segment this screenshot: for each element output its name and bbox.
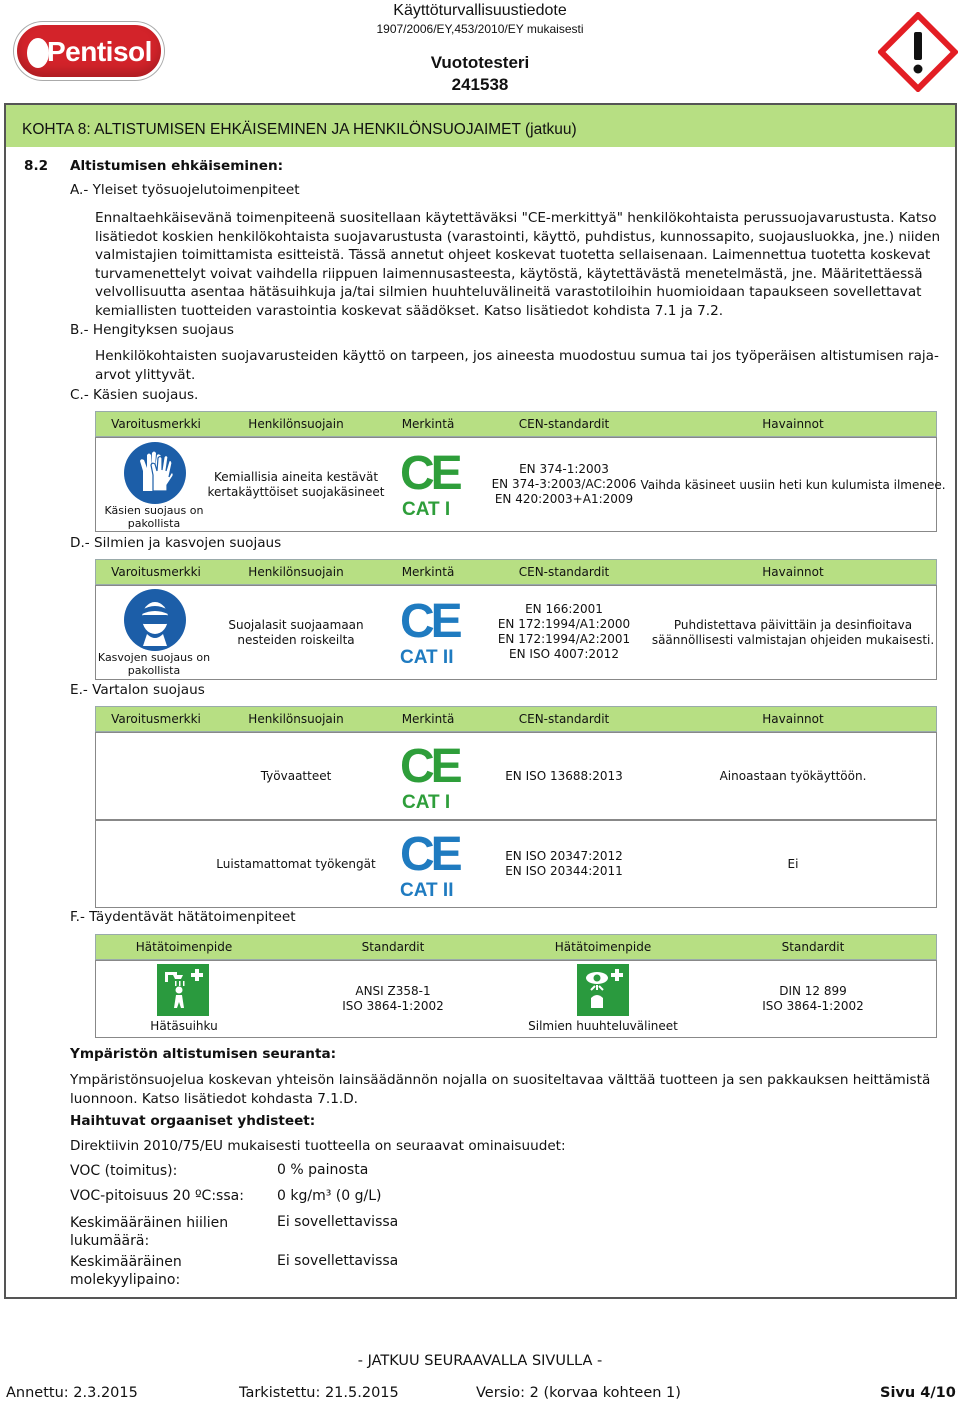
ppe-header-row-d: Varoitusmerkki Henkilönsuojain Merkintä CEN-standardit Havainnot: [95, 559, 937, 585]
a-text: Ennaltaehkäisevänä toimenpiteenä suositellaan käytettäväksi "CE-merkittyä" henkilökohtaista perussuojavarustusta. Katso lisätiedot koskien henkilökohtaista suojavarustusta (varastointi, käyttö, puhdistus, kunnossapito, suojausluokka, jne.) niiden valmistajien toimittamista esitteistä. Tässä annetut ohjeet koskevat tuotetta sellaisenaan. Laimennettua tuotetta koskevat turvamenettelyt voivat vaihdella riippuen laimennusasteesta, käytöstä, käytettävästä menetelmästä, jne. Määritettäessä velvollisuutta asentaa hätäsuihkuja ja/tai silmien huuhteluvälineitä varastotiloihin huomioidaan tapaukseen sovellettavat kemiallisten tuotteiden varastointia koskevat säädökset. Katso lisätiedot kohdista 7.1 ja 7.2.: [95, 210, 941, 319]
eyes-note: Puhdistettava päivittäin ja desinfioitava säännöllisesti valmistajan ohjeiden mukaisesti.: [651, 618, 935, 647]
e-title: E.- Vartalon suojaus: [70, 682, 205, 698]
face-shield-icon: [123, 588, 187, 652]
body2-cen: EN ISO 20347:2012 EN ISO 20344:2011: [505, 849, 623, 878]
voc-title: Haihtuvat orgaaniset yhdisteet:: [70, 1113, 316, 1129]
hands-sign-label: Käsien suojaus on pakollista: [104, 504, 204, 530]
c-title: C.- Käsien suojaus.: [70, 387, 199, 403]
voc-intro: Direktiivin 2010/75/EU mukaisesti tuotteella on seuraavat ominaisuudet:: [70, 1138, 566, 1154]
voc-value-1: 0 kg/m³ (0 g/L): [277, 1188, 382, 1204]
a-title: A.- Yleiset työsuojelutoimenpiteet: [70, 182, 300, 198]
eyewash-label: Silmien huuhteluvälineet: [528, 1019, 678, 1033]
eyewash-std: DIN 12 899 ISO 3864-1:2002: [762, 984, 864, 1013]
hands-ppe: Kemiallisia aineita kestävät kertakäyttöiset suojakäsineet: [207, 470, 385, 499]
body-row-2: [95, 820, 937, 908]
voc-value-3: Ei sovellettavissa: [277, 1253, 399, 1269]
voc-value-0: 0 % painosta: [277, 1162, 369, 1178]
product-code: 241538: [451, 75, 509, 94]
emergency-row: [95, 960, 937, 1038]
eyes-sign-label: Kasvojen suojaus on pakollista: [97, 651, 211, 677]
hands-note: Vaihda käsineet uusiin heti kun kulumista ilmenee.: [640, 478, 946, 492]
page-number: Sivu 4/10: [880, 1385, 956, 1401]
body2-ppe: Luistamattomat työkengät: [216, 857, 376, 871]
env-text: Ympäristönsuojelua koskevan yhteisön lainsäädännön nojalla on suositeltavaa välttää tuotteen ja sen pakkauksen heittämistä luonnoon. Katso lisätiedot kohdasta 7.1.D.: [70, 1072, 931, 1107]
emergency-header-row: Hätätoimenpide Standardit Hätätoimenpide Standardit: [95, 934, 937, 960]
eyes-cen: EN 166:2001 EN 172:1994/A1:2000 EN 172:1994/A2:2001 EN ISO 4007:2012: [497, 602, 631, 661]
b-title: B.- Hengityksen suojaus: [70, 322, 234, 338]
section-title: KOHTA 8: ALTISTUMISEN EHKÄISEMINEN JA HENKILÖNSUOJAIMET (jatkuu): [22, 121, 577, 138]
doc-title: Käyttöturvallisuustiedote: [393, 2, 567, 19]
d-title: D.- Silmien ja kasvojen suojaus: [70, 535, 282, 551]
ce-mark-cat2: CE CAT II: [400, 595, 459, 668]
shower-label: Hätäsuihku: [150, 1019, 218, 1033]
eyes-row: [95, 585, 937, 680]
ppe-header-row: Varoitusmerkki Henkilönsuojain Merkintä CEN-standardit Havainnot: [95, 411, 937, 437]
body2-note: Ei: [787, 857, 799, 871]
shower-std: ANSI Z358-1 ISO 3864-1:2002: [342, 984, 444, 1013]
hands-row: [95, 437, 946, 532]
f-title: F.- Täydentävät hätätoimenpiteet: [70, 909, 296, 925]
body1-cen: EN ISO 13688:2013: [505, 769, 623, 783]
gloves-icon: [123, 441, 187, 505]
voc-label-3: Keskimääräinen molekyylipaino:: [70, 1254, 182, 1288]
hands-cen: EN 374-1:2003 EN 374-3:2003/AC:2006 EN 420:2003+A1:2009: [491, 462, 637, 506]
safety-shower-icon: [157, 964, 209, 1016]
continue-note: - JATKUU SEURAAVALLA SIVULLA -: [357, 1353, 603, 1369]
ce-mark-cat1: CE CAT I: [400, 447, 459, 520]
ce-mark-cat2-body: CE CAT II: [400, 828, 459, 901]
s82-title: Altistumisen ehkäiseminen:: [70, 158, 284, 174]
section-bar: [6, 105, 955, 147]
hazard-exclamation-icon: [878, 12, 958, 92]
eyes-ppe: Suojalasit suojaamaan nesteiden roiskeilta: [228, 618, 364, 647]
voc-value-2: Ei sovellettavissa: [277, 1214, 399, 1230]
ppe-header-row-e: Varoitusmerkki Henkilönsuojain Merkintä CEN-standardit Havainnot: [95, 706, 937, 732]
body-row-1: [95, 732, 937, 820]
body1-ppe: Työvaatteet: [260, 769, 332, 783]
s82-number: 8.2: [24, 158, 49, 174]
body1-note: Ainoastaan työkäyttöön.: [719, 769, 867, 783]
version: Versio: 2 (korvaa kohteen 1): [476, 1385, 681, 1401]
voc-label-0: VOC (toimitus):: [70, 1163, 178, 1179]
env-title: Ympäristön altistumisen seuranta:: [70, 1046, 337, 1062]
product-name: Vuototesteri: [430, 53, 530, 72]
voc-label-1: VOC-pitoisuus 20 ºC:ssa:: [70, 1188, 244, 1204]
b-text: Henkilökohtaisten suojavarusteiden käyttö on tarpeen, jos aineesta muodostuu sumua tai jos työperäisen altistumisen raja- arvot ylittyvät.: [95, 348, 939, 383]
issued-date: Annettu: 2.3.2015: [6, 1385, 138, 1401]
eyewash-icon: [577, 964, 629, 1016]
voc-label-2: Keskimääräinen hiilien lukumäärä:: [70, 1215, 229, 1249]
ce-mark-cat1-body: CE CAT I: [400, 740, 459, 813]
regulation: 1907/2006/EY,453/2010/EY mukaisesti: [376, 22, 584, 36]
checked-date: Tarkistettu: 21.5.2015: [239, 1385, 399, 1401]
pentisol-logo: Pentisol: [14, 22, 164, 80]
